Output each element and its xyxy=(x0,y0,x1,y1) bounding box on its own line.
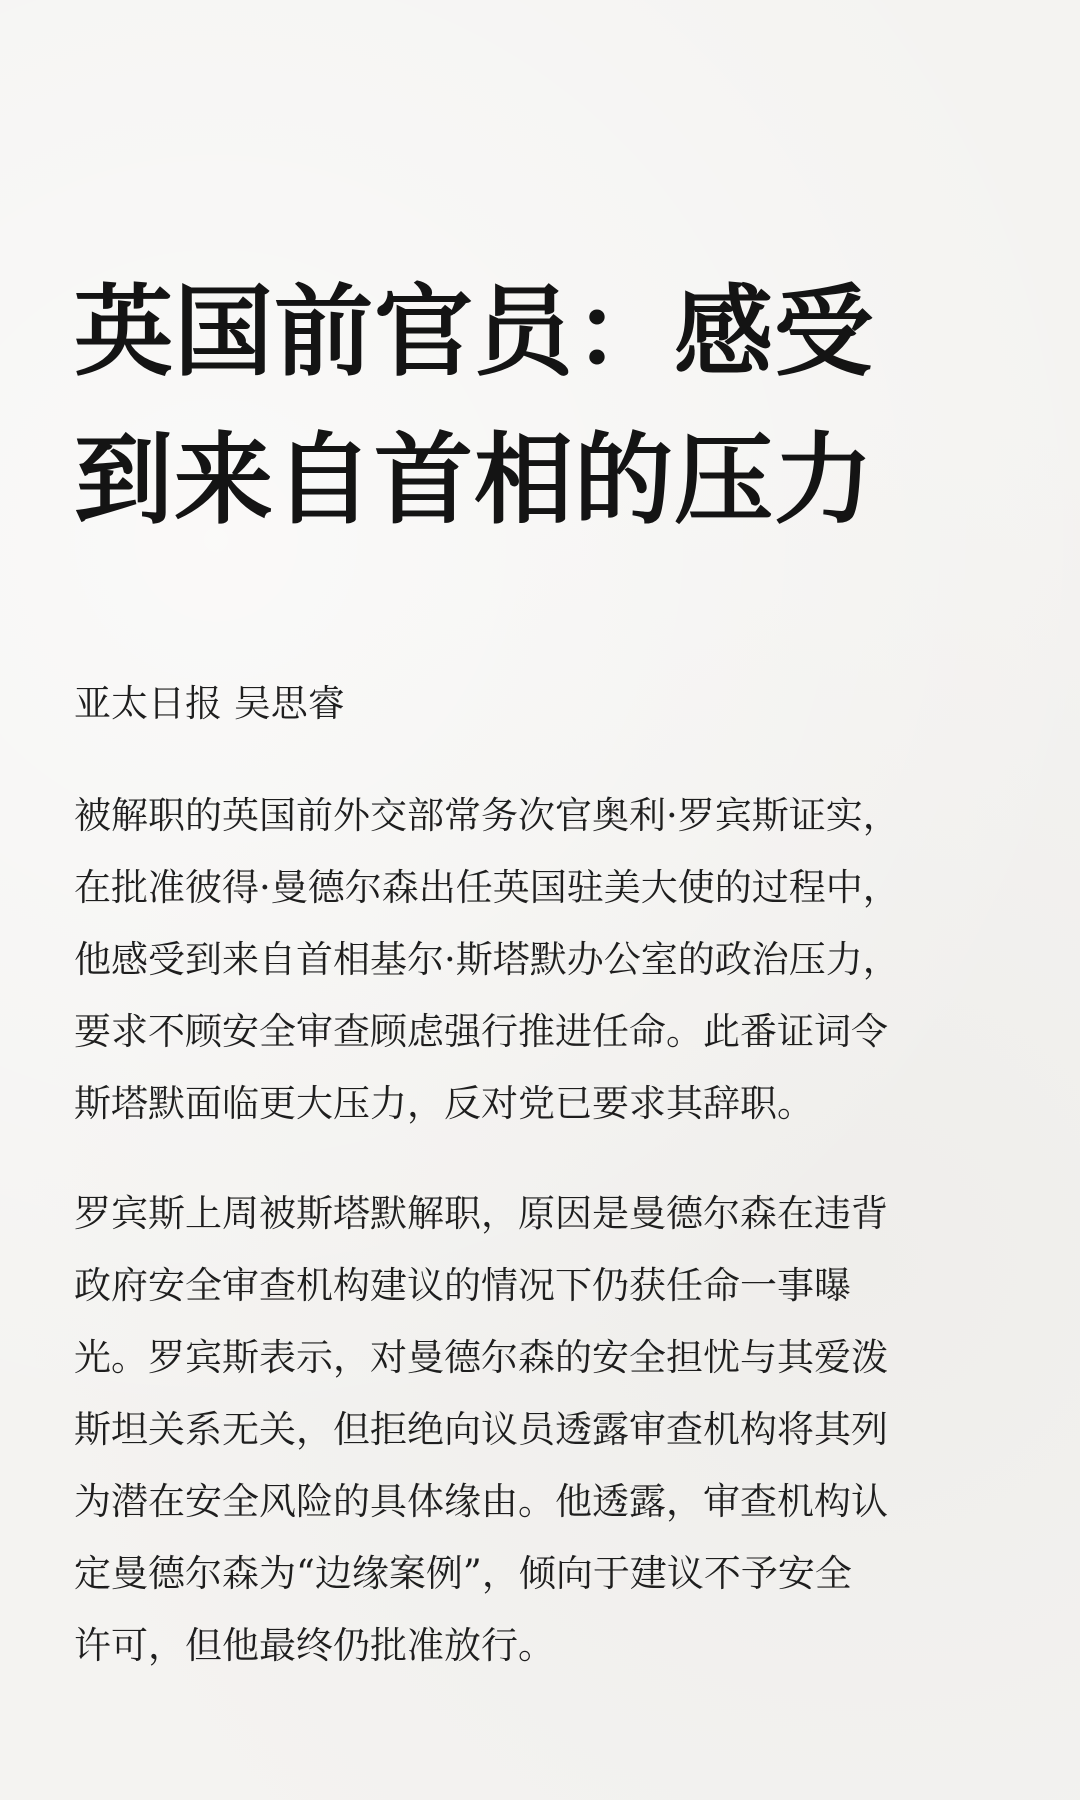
body-paragraph-2 xyxy=(74,1178,1008,1682)
paragraph-line: 许可，但他最终仍批准放行。 xyxy=(74,1624,555,1667)
paragraph-line: 定曼德尔森为“边缘案例”，倾向于建议不予安全 xyxy=(74,1552,852,1595)
headline-line: 英国前官员：感受 xyxy=(74,274,874,390)
paragraph-line: 被解职的英国前外交部常务次官奥利·罗宾斯证实， xyxy=(74,794,900,837)
headline xyxy=(74,258,1008,554)
body-paragraph-1 xyxy=(74,780,1008,1140)
paragraph-line: 在批准彼得·曼德尔森出任英国驻美大使的过程中， xyxy=(74,866,900,909)
paragraph-line: 要求不顾安全审查顾虑强行推进任命。此番证词令 xyxy=(74,1010,888,1053)
paragraph-line: 他感受到来自首相基尔·斯塔默办公室的政治压力， xyxy=(74,938,900,981)
paragraph-line: 政府安全审查机构建议的情况下仍获任命一事曝 xyxy=(74,1264,851,1307)
paragraph-line: 为潜在安全风险的具体缘由。他透露，审查机构认 xyxy=(74,1480,888,1523)
paragraph-line: 罗宾斯上周被斯塔默解职，原因是曼德尔森在违背 xyxy=(74,1192,888,1235)
paragraph-line: 斯塔默面临更大压力，反对党已要求其辞职。 xyxy=(74,1082,814,1125)
headline-line: 到来自首相的压力 xyxy=(74,422,874,538)
byline: 亚太日报 吴思睿 xyxy=(74,682,345,725)
paragraph-line: 斯坦关系无关，但拒绝向议员透露审查机构将其列 xyxy=(74,1408,888,1451)
paragraph-line: 光。罗宾斯表示，对曼德尔森的安全担忧与其爱泼 xyxy=(74,1336,888,1379)
